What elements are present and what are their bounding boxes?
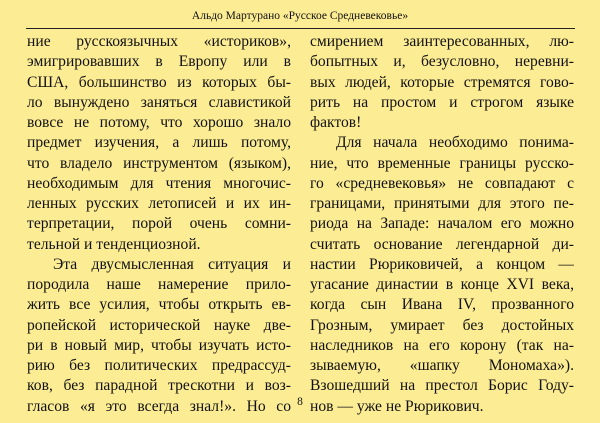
text-line: смирением заинтересованных, лю-	[310, 33, 574, 50]
text-line: ри в новый мир, чтобы изучать исто-	[27, 336, 291, 354]
text-line: рию без политических предрассуд-	[27, 357, 291, 374]
text-line: тельной и тенденциозной.	[27, 235, 201, 253]
text-line: ло вынуждено заняться славистикой	[27, 93, 291, 111]
text-line: настии Рюриковичей, а концом —	[310, 255, 574, 273]
text-line: го «средневековья» не совпадают с	[310, 174, 574, 192]
text-line: Грозным, умирает без достойных	[310, 316, 574, 334]
text-line: Для начала необходимо понима-	[336, 134, 574, 152]
text-line: когда сын Ивана IV, прозванного	[310, 296, 574, 314]
text-line: жить все усилия, чтобы открыть ев-	[27, 296, 291, 314]
text-line: нов — уже не Рюрикович.	[310, 397, 484, 415]
text-line: ние, что временные границы русско-	[310, 154, 574, 172]
text-line: ропейской исторической науке две-	[27, 316, 291, 334]
text-line: предмет изучения, а лишь потому,	[27, 134, 291, 152]
text-line: необходимым для чтения многочис-	[27, 174, 291, 192]
text-line: породила наше намерение прило-	[27, 276, 291, 293]
text-line: Эта двусмысленная ситуация и	[53, 255, 291, 273]
page-number: 8	[297, 396, 303, 408]
text-line: ние русскоязычных «историков»,	[27, 33, 291, 50]
text-line: ленных русских летописей и их ин-	[27, 195, 291, 212]
text-line: бопытных и, безусловно, неревни-	[310, 53, 574, 71]
header-rule	[26, 28, 575, 29]
text-line: вых людей, которые стремятся гово-	[310, 73, 574, 91]
text-line: зываемую, «шапку Мономаха»).	[310, 357, 574, 374]
text-line: считать основание легендарной ди-	[310, 235, 574, 253]
text-line: ков, без парадной трескотни и воз-	[27, 377, 291, 395]
left-column	[27, 32, 291, 417]
text-line: рить на простом и строгом языке	[310, 93, 574, 111]
text-line: фактов!	[310, 114, 362, 131]
text-line: угасание династии в конце XVI века,	[310, 276, 574, 293]
text-line: вовсе не потому, что хорошо знало	[27, 114, 291, 131]
text-line: терпретации, порой очень сомни-	[27, 215, 291, 233]
right-column	[310, 32, 574, 417]
text-line: Взошедший на престол Борис Году-	[310, 377, 574, 395]
text-line: что владело инструментом (языком),	[27, 154, 291, 172]
text-line: наследников на его корону (так на-	[310, 336, 574, 354]
text-line: риода на Западе: началом его можно	[310, 215, 574, 233]
text-line: США, большинство из которых бы-	[27, 73, 291, 91]
text-line: эмигрировавших в Европу или в	[27, 53, 291, 71]
text-line: гласов «я это всегда знал!». Но со	[27, 397, 291, 415]
running-header: Альдо Мартурано «Русское Средневековье»	[191, 10, 409, 22]
text-line: границами, принятыми для этого пе-	[310, 195, 574, 212]
